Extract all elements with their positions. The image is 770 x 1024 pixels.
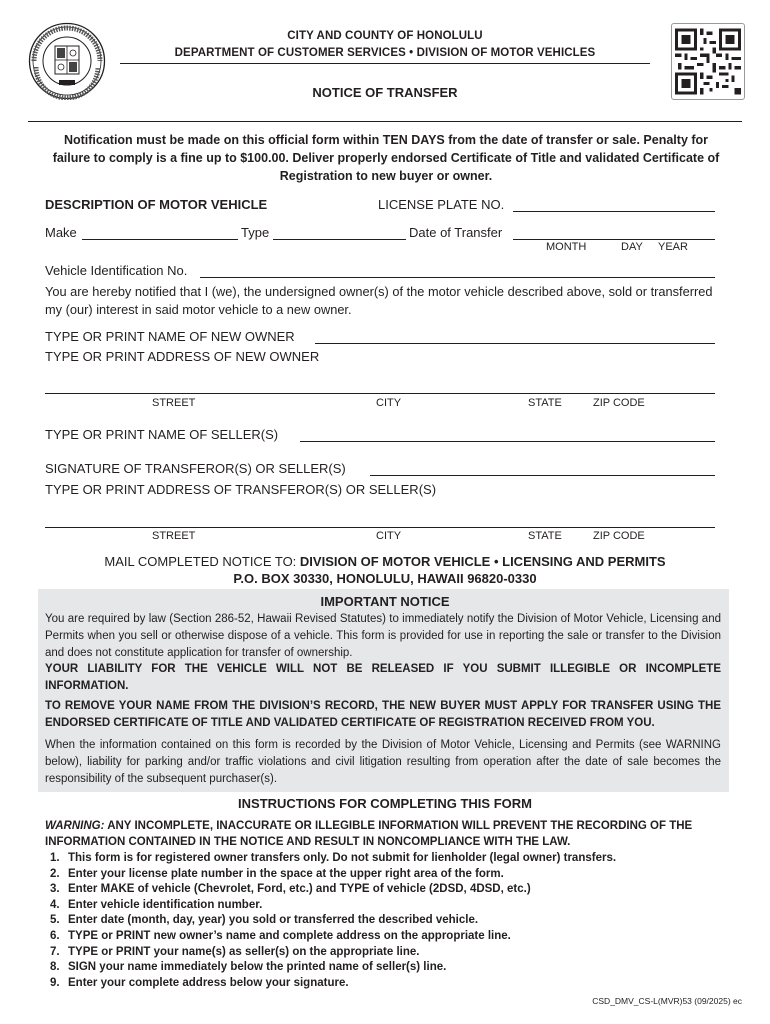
important-notice-title: IMPORTANT NOTICE [320, 594, 450, 609]
header-divider [120, 63, 650, 64]
date-of-transfer-label: Date of Transfer [409, 225, 503, 240]
make-field[interactable] [82, 239, 238, 240]
important-notice-paragraph-4: When the information contained on this form is recorded by the Division of Motor Vehicle, Licensing and Permits (see WARNING below), liability for parking and/or traffic violations and civil litigation resulting from operation after the date of sale becomes the responsibility of the subsequent purchaser(s). [45, 739, 721, 785]
seller-address-field[interactable] [45, 527, 715, 528]
important-notice-paragraph-3: TO REMOVE YOUR NAME FROM THE DIVISION’S RECORD, THE NEW BUYER MUST APPLY FOR TRANSFER USING THE ENDORSED CERTIFICATE OF TITLE AND VALIDATED CERTIFICATE OF REGISTRATION RECEIVED FROM YOU. [45, 700, 721, 729]
notification-text: Notification must be made on this official form within TEN DAYS from the date of transfer or sale. Penalty for failure to comply is a fine up to $100.00. Deliver properly endorsed Certificate of Title and validated Certificate of Registration to new buyer or owner. [52, 133, 720, 183]
zip-code-label: ZIP CODE [593, 530, 645, 542]
month-label: MONTH [546, 241, 587, 253]
type-label: Type [241, 225, 270, 240]
mail-to-recipient: DIVISION OF MOTOR VEHICLE • LICENSING AND PERMITS [299, 554, 666, 569]
seller-signature-label: SIGNATURE OF TRANSFEROR(S) OR SELLER(S) [45, 461, 346, 476]
warning-body: ANY INCOMPLETE, INACCURATE OR ILLEGIBLE INFORMATION WILL PREVENT THE RECORDING OF THE INFORMATION CONTAINED IN THE NOTICE AND RESULT IN NONCOMPLIANCE WITH THE LAW. [45, 820, 693, 848]
instruction-item: 5. Enter date (month, day, year) you sold or transferred the described vehicle. [50, 914, 479, 927]
instruction-item: 1. This form is for registered owner transfers only. Do not submit for lienholder (legal owner) transfers. [50, 852, 617, 864]
seller-name-field[interactable] [300, 441, 715, 442]
mail-to-prefix: MAIL COMPLETED NOTICE TO: [104, 554, 300, 569]
new-owner-address-label: TYPE OR PRINT ADDRESS OF NEW OWNER [45, 349, 320, 364]
important-notice-paragraph-1: You are required by law (Section 286-52, Hawaii Revised Statutes) to immediately notify the Division of Motor Vehicle, Licensing and Permits when you sell or otherwise dispose of a vehicle. This form is provided for use in reporting the sale or transfer to the Division and does not constitute application for transfer of ownership. [45, 613, 721, 659]
vin-field[interactable] [200, 277, 715, 278]
state-label: STATE [528, 397, 562, 409]
instruction-item: 6. TYPE or PRINT new owner’s name and complete address on the appropriate line. [50, 929, 511, 942]
date-of-transfer-field[interactable] [513, 239, 715, 240]
mail-to-address: P.O. BOX 30330, HONOLULU, HAWAII 96820-0330 [233, 571, 537, 586]
instruction-list [50, 851, 616, 991]
day-label: DAY [621, 241, 643, 253]
state-label: STATE [528, 530, 562, 542]
new-owner-address-field[interactable] [45, 393, 715, 394]
instruction-item: 7. TYPE or PRINT your name(s) as seller(s) on the appropriate line. [50, 945, 420, 958]
instructions-title: INSTRUCTIONS FOR COMPLETING THIS FORM [238, 796, 532, 811]
vehicle-description-heading: DESCRIPTION OF MOTOR VEHICLE [45, 197, 268, 212]
seller-address-label: TYPE OR PRINT ADDRESS OF TRANSFEROR(S) OR SELLER(S) [45, 482, 437, 497]
transfer-statement: You are hereby notified that I (we), the undersigned owner(s) of the motor vehicle described above, sold or transferred my (our) interest in said motor vehicle to a new owner. [45, 284, 713, 317]
new-owner-name-label: TYPE OR PRINT NAME OF NEW OWNER [45, 329, 295, 344]
street-label: STREET [152, 397, 196, 409]
seller-signature-field[interactable] [370, 475, 715, 476]
city-name: CITY AND COUNTY OF HONOLULU [287, 30, 483, 42]
license-plate-label: LICENSE PLATE NO. [378, 197, 505, 212]
seller-name-label: TYPE OR PRINT NAME OF SELLER(S) [45, 427, 279, 442]
instruction-item: 4. Enter vehicle identification number. [50, 898, 263, 911]
make-label: Make [45, 225, 77, 240]
instruction-item: 9. Enter your complete address below your signature. [50, 976, 349, 989]
license-plate-field[interactable] [513, 211, 715, 212]
instruction-item: 3. Enter MAKE of vehicle (Chevrolet, Ford, etc.) and TYPE of vehicle (2DSD, 4DSD, etc.) [50, 883, 531, 896]
instruction-item: 8. SIGN your name immediately below the printed name of seller(s) line. [50, 961, 447, 974]
important-notice-paragraph-2: YOUR LIABILITY FOR THE VEHICLE WILL NOT BE RELEASED IF YOU SUBMIT ILLEGIBLE OR INCOMPLETE INFORMATION. [45, 663, 721, 692]
vin-label: Vehicle Identification No. [45, 263, 188, 278]
qr-code-icon [675, 27, 741, 96]
zip-code-label: ZIP CODE [593, 397, 645, 409]
new-owner-name-field[interactable] [315, 343, 715, 344]
department-name: DEPARTMENT OF CUSTOMER SERVICES • DIVISION OF MOTOR VEHICLES [174, 47, 596, 59]
warning-label: WARNING: [45, 820, 105, 832]
year-label: YEAR [658, 241, 688, 253]
street-label: STREET [152, 530, 196, 542]
top-divider [28, 121, 742, 122]
form-title: NOTICE OF TRANSFER [312, 85, 458, 100]
city-label: CITY [376, 530, 402, 542]
type-field[interactable] [273, 239, 406, 240]
mail-to-line [0, 554, 770, 569]
instruction-item: 2. Enter your license plate number in the space at the upper right area of the form. [50, 867, 504, 880]
city-label: CITY [376, 397, 402, 409]
warning-text [45, 818, 735, 850]
form-code: CSD_DMV_CS-L(MVR)53 (09/2025) ec [592, 996, 742, 1006]
